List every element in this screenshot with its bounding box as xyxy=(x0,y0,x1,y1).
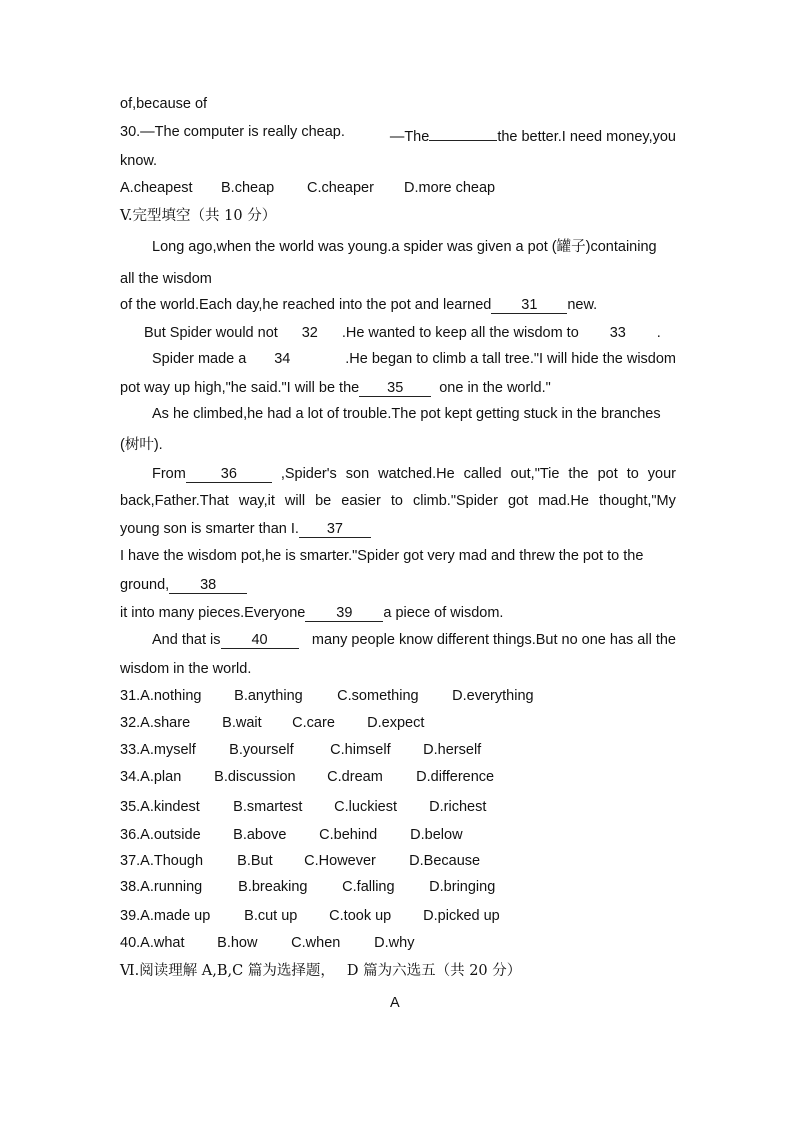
cloze-blank-37: 37 xyxy=(299,520,371,538)
passage-line: of the world.Each day,he reached into the pot and learned 31 new. xyxy=(120,297,598,313)
question-options: 39.A.made up B.cut up C.took up D.picked up xyxy=(120,908,500,924)
section-title-reading: Ⅵ.阅读理解 A,B,C 篇为选择题， D 篇为六选五（共 20 分） xyxy=(120,963,522,979)
option-d: D.more cheap xyxy=(404,180,496,196)
passage-label: A xyxy=(390,995,400,1011)
cloze-blank-36: 36 xyxy=(186,465,272,483)
question-options: 40.A.what B.how C.when D.why xyxy=(120,935,415,951)
passage-line: I have the wisdom pot,he is smarter."Spider got very mad and threw the pot to the xyxy=(120,548,644,564)
question-options: 37.A.Though B.But C.However D.Because xyxy=(120,853,481,869)
cloze-blank-39: 39 xyxy=(305,604,383,622)
q30-middle: —The the better.I need money,you xyxy=(390,123,676,146)
option-a: A.cheapest xyxy=(120,180,193,196)
cloze-blank-38: 38 xyxy=(169,576,247,594)
question-options: 34.A.plan B.discussion C.dream D.difference xyxy=(120,769,495,785)
passage-line: wisdom in the world. xyxy=(120,661,252,677)
passage-line: all the wisdom xyxy=(120,271,212,287)
question-options: 36.A.outside B.above C.behind D.below xyxy=(120,827,463,843)
cloze-blank-32: 32 xyxy=(301,325,318,341)
cloze-blank-33: 33 xyxy=(609,325,626,341)
section-title-cloze: V.完型填空（共 10 分） xyxy=(120,208,277,224)
passage-line: Spider made a 34 .He began to climb a tall tree."I will hide the wisdom xyxy=(152,351,676,367)
passage-line: ground, 38 xyxy=(120,576,247,594)
question-options: 38.A.running B.breaking C.falling D.bringing xyxy=(120,879,496,895)
cloze-blank-35: 35 xyxy=(359,379,431,397)
question-options: 35.A.kindest B.smartest C.luckiest D.richest xyxy=(120,799,487,815)
passage-line: young son is smarter than I. 37 xyxy=(120,520,371,538)
q30-left: 30.—The computer is really cheap. xyxy=(120,124,345,140)
cloze-blank-40: 40 xyxy=(221,631,299,649)
cloze-blank-34: 34 xyxy=(274,351,291,367)
question-options: 33.A.myself B.yourself C.himself D.herself xyxy=(120,742,482,758)
q30-stem xyxy=(120,123,676,146)
passage-line: pot way up high,"he said."I will be the 35 one in the world." xyxy=(120,380,551,396)
cloze-blank-31: 31 xyxy=(491,296,567,314)
passage-line: Long ago,when the world was young.a spider was given a pot (罐子)containing xyxy=(152,239,657,255)
passage-line: back,Father.That way,it will be easier to climb."Spider got mad.He thought,"My xyxy=(120,493,676,509)
passage-line: From 36 ,Spider's son watched.He called out,"Tie the pot to your xyxy=(152,466,676,482)
answer-blank xyxy=(429,123,497,141)
option-c: C.cheaper xyxy=(307,180,374,196)
passage-line: As he climbed,he had a lot of trouble.The pot kept getting stuck in the branches xyxy=(152,406,661,422)
q29-tail: of,because of xyxy=(120,96,208,112)
question-options: 32.A.share B.wait C.care D.expect xyxy=(120,715,425,731)
option-b: B.cheap xyxy=(221,180,275,196)
passage-line: And that is 40 many people know different things.But no one has all the xyxy=(152,632,676,648)
q30-stem-cont: know. xyxy=(120,153,158,169)
q30-options xyxy=(120,179,495,197)
question-options: 31.A.nothing B.anything C.something D.everything xyxy=(120,688,534,704)
passage-line: (树叶). xyxy=(120,437,163,453)
passage-line: But Spider would not 32 .He wanted to keep all the wisdom to 33 . xyxy=(144,325,661,341)
passage-line: it into many pieces.Everyone 39 a piece of wisdom. xyxy=(120,605,504,621)
